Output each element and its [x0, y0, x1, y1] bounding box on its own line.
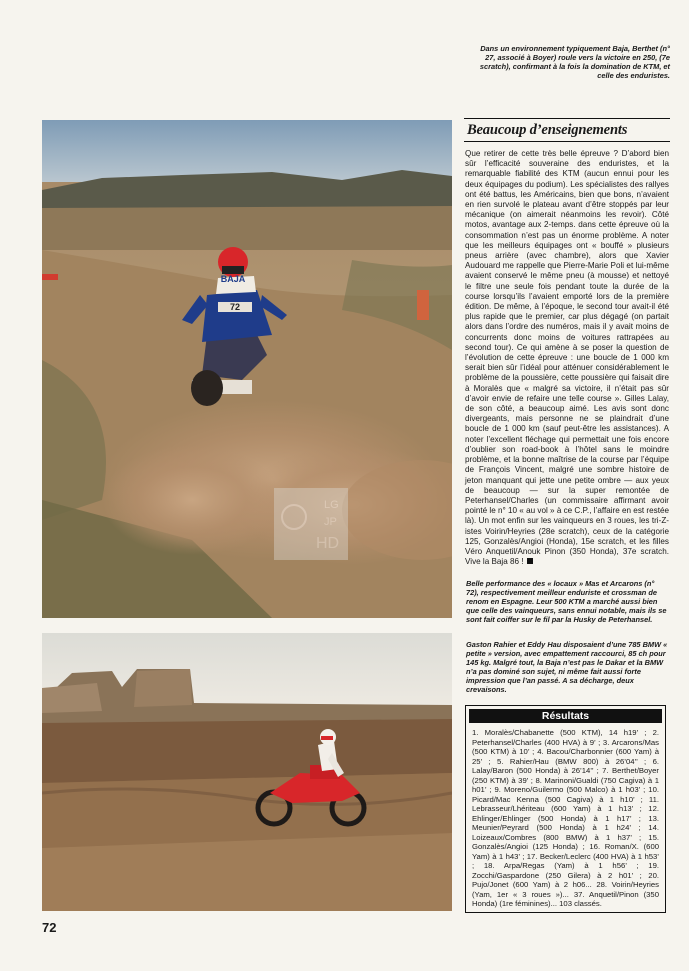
top-photo-caption: Dans un environnement typiquement Baja, Berthet (n° 27, associé à Boyer) roule vers la victoire en 250, (7e scratch), confirmant à la fois la domination de KTM, et celle des enduristes. [479, 44, 670, 80]
watermark-line-2: JP [324, 516, 337, 528]
rider-number: 72 [229, 302, 241, 312]
results-list: 1. Moralès/Chabanette (500 KTM), 14 h19’ ; 2. Peterhansel/Charles (400 HVA) à 9’ ; 3. Arcarons/Mas (500 KTM) à 10’ ; 4. Bacou/Charbonnier (600 Yam) à 25’ ; 5. Rahier/Hau (BMW 800) à 26’04’’ ; 6. Lalay/Baron (500 Honda) à 26’14’’ ; 7. Berthet/Boyer (250 KTM) à 39’ ; 8. Marinoni/Gualdi (750 Cagiva) à 1 h01’ ; 9. Moreno/Guilermo (500 Malco) à 1 h03’ ; 10. Picard/Mac Kenna (500 Cagiva) à 1 h10’ ; 11. Lebrasseur/Lhériteau (600 Yam) à 1 h13’ ; 12. Ehlinger/Ehlinger (500 Honda) à 1 h17’ ; 13. Meunier/Peyrard (500 Honda) à 1 h24’ ; 14. Loizeaux/Combres (800 BMW) à 1 h37’ ; 15. Gonzalès/Angioi (125 Honda) ; 16. Roman/X. (600 Yam) à 1 h43’ ; 17. Becker/Leclerc (400 HVA) à 1 h53’ ; 18. Arpa/Regas (Yam) à 1 h56’ ; 19. Zocchi/Gaspardone (250 Gilera) à 2 h01’ ; 20. Pujo/Jonet (600 Yam) à 2 h06... 28. Voirin/Heyries (Yam, 1er « 3 roues »)... 37. Anquetil/Pinon (350 Honda) (1re féminines)... 103 classés. [472, 728, 659, 908]
photo2-caption: Gaston Rahier et Eddy Hau disposaient d’une 785 BMW « petite » version, avec empattement raccourci, 85 ch pour 145 kg. Malgré tout, la Baja n’est pas le Dakar et la BMW n’a pas dominé son sujet, ni même fait aussi forte impression que l’an passé. A sa décharge, deux crevaisons. [466, 640, 668, 694]
article-body [465, 149, 669, 567]
results-title: Résultats [469, 709, 662, 723]
end-of-article-mark [527, 558, 533, 564]
photo-bmw-rider-desert [42, 633, 452, 911]
results-box [465, 705, 666, 913]
page-number: 72 [42, 920, 57, 935]
photo-rider-72-dust [42, 120, 452, 618]
article-heading-rule [464, 118, 670, 142]
rider-bib-text: BAJA [220, 274, 246, 284]
article-heading: Beaucoup d’enseignements [467, 121, 628, 138]
watermark-line-3: HD [316, 535, 340, 552]
article-text: Que retirer de cette très belle épreuve ? D’abord bien sûr l’efficacité souveraine des enduristes, et la remarquable fiabilité des KTM (aucun ennui pour les deux équipages du podium). Les spécialistes des rallyes ont été battus, les Américains, bien que bons, n’avaient en rien survolé le plateau avant d’être stoppés par leur mécanique (on aimerait néanmoins les revoir). Côté motos, avantage aux 2-temps. dans cette épreuve où la consommation n’est pas un énorme problème. A noter que les meilleurs équipages ont « bouffé » plusieurs pneus arrière (avec chambre), alors que Xavier Audouard me rappelle que Pierre-Marie Poli et lui-même avaient conservé le même pneu (à mousse) et nettoyé le filtre une seule fois pendant toute la durée de la course lorsqu’ils l’avaient emporté lors de la première édition. De même, à l’époque, le second tour avait-il été plus rapide que le premier, car plus dégagé (on partait alors dans l’ordre des numéros, mais il y avait moins de concurrents donc moins de voitures rattrapées au second tour). Ce qui amène à se poser la question de l’évolution de cette épreuve : une boucle de 1 000 km serait bien sûr l’idéal pour atténuer considérablement le problème de la poussière, cette poussière qui faisait dire à Moralès que « malgré sa victoire, il n’était pas sûr d’avoir envie de refaire une telle course ». Gilles Lalay, de son côté, a beaucoup aimé. Les avis sont donc divergeants, mais personne ne se plaindrait d’une boucle de 1 000 km (sauf peut-être les assistances). A noter l’excellent fléchage qui permettait une fois encore d’oublier son road-book à l’hôtel sans le moindre problème, et la bonne maîtrise de la course par l’équipe de François Vincent, malgré une sombre histoire de jeton manquant qui jette une petite ombre — aux yeux de beaucoup — sur la super remontée de Peterhansel/Charles (un commissaire affirmant avoir pointé le n° 10 « au vol » à ce C.P., l’affaire en est restée là). Un mot enfin sur les vainqueurs en 3 roues, les tri-Z-istes Voirin/Heyries (28e scratch), ceux de la catégorie 125, Gonzalès/Angioi (Honda), 15e scratch, et les filles Véro Anquetil/Anouk Pinon (350 Honda), 37e scratch. Vive la Baja 86 ! [465, 149, 669, 567]
watermark-line-1: LG [324, 499, 339, 511]
photo1-caption: Belle performance des « locaux » Mas et Arcarons (n° 72), respectivement meilleur enduriste et crossman de renom en Espagne. Leur 500 KTM a marché aussi bien que celle des vainqueurs, sans ennui notable, mais ils se sont fait coiffer sur le fil par la Husky de Peterhansel. [466, 579, 667, 624]
